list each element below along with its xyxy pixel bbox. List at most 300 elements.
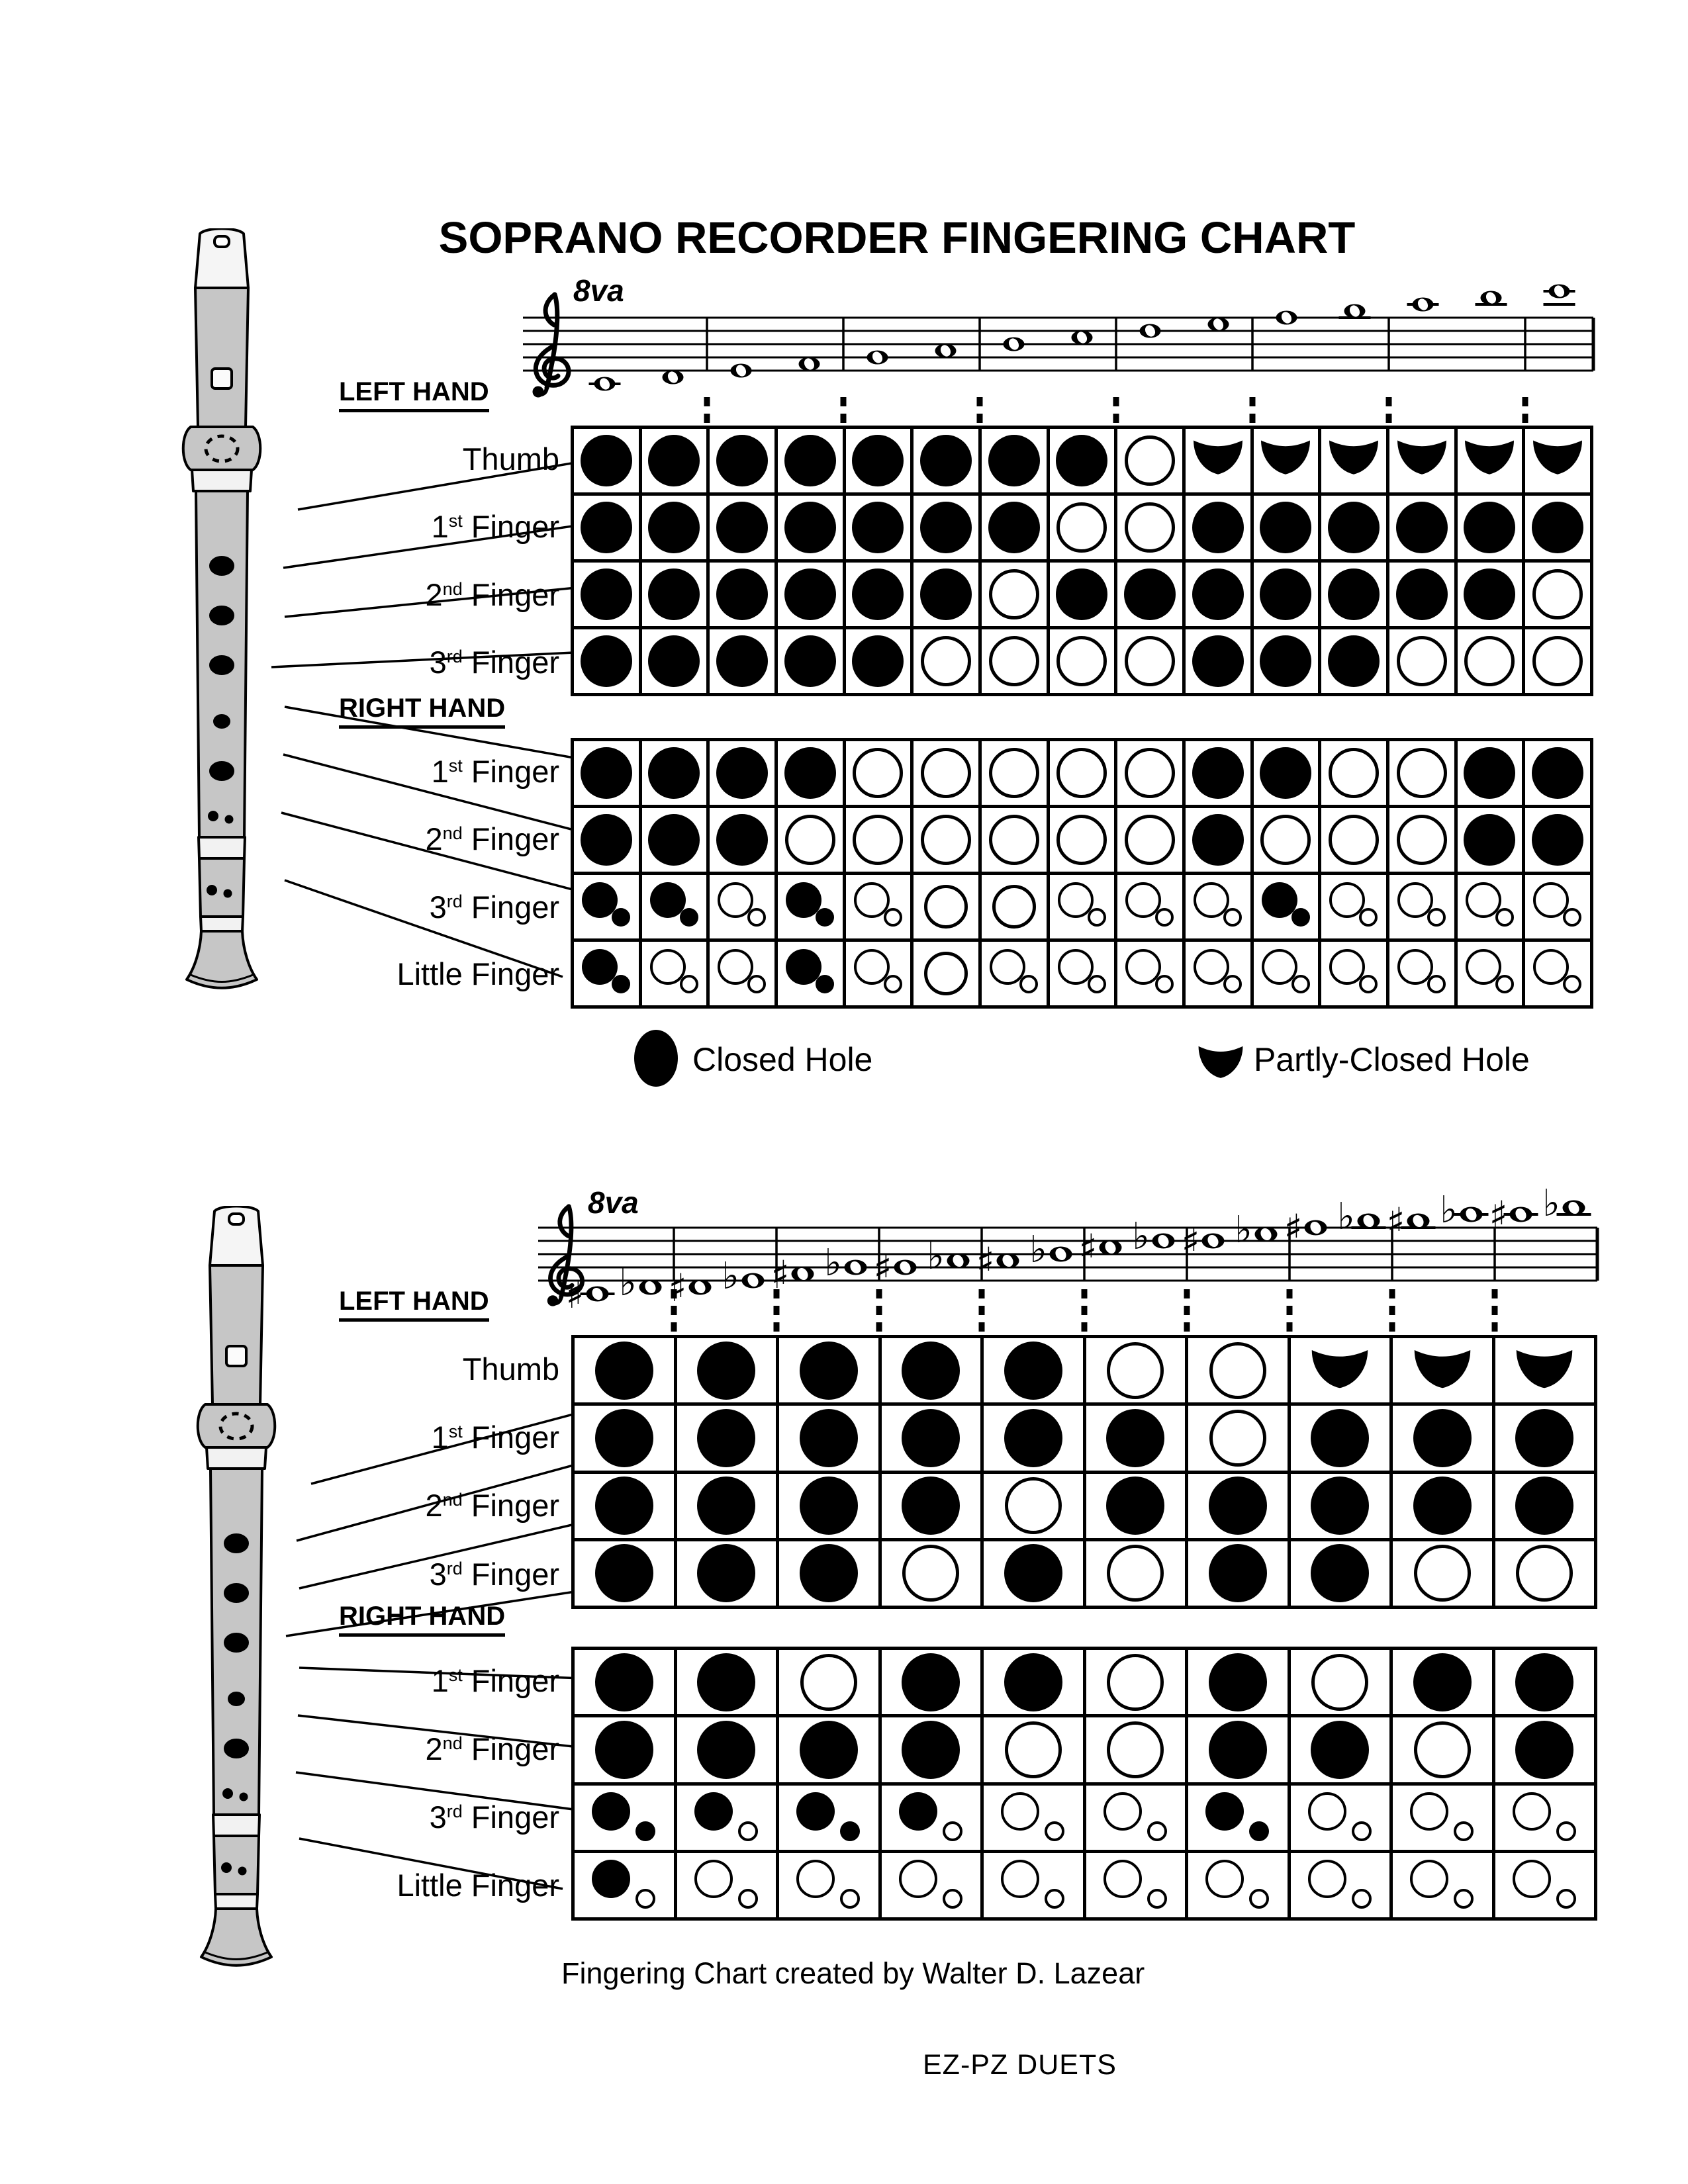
partly-closed-hole-icon <box>1411 1342 1474 1390</box>
open-hole-icon <box>1516 1545 1573 1602</box>
fingering-cell <box>982 629 1047 693</box>
fingering-cell <box>882 1650 981 1714</box>
fingering-cell <box>882 1786 981 1850</box>
fingering-cell <box>1117 741 1182 805</box>
open-hole-icon <box>1359 975 1378 993</box>
fingering-cell <box>710 563 774 626</box>
fingering-cell <box>779 1786 878 1850</box>
closed-hole-icon <box>1209 1653 1267 1711</box>
fingering-cell <box>914 563 978 626</box>
note <box>1476 291 1507 306</box>
closed-hole-icon <box>800 1409 858 1467</box>
closed-hole-icon <box>1205 1792 1244 1831</box>
fingering-cell <box>914 496 978 559</box>
fingering-cell <box>1188 1650 1288 1714</box>
partly-closed-hole-icon <box>1258 433 1313 477</box>
fingering-cell <box>984 1338 1083 1402</box>
fingering-cell <box>1458 808 1523 872</box>
fingering-cell <box>1495 1338 1595 1402</box>
fingering-cell <box>984 1650 1083 1714</box>
open-hole-icon <box>694 1860 733 1898</box>
fingering-cell <box>982 563 1047 626</box>
fingering-cell <box>575 1717 674 1782</box>
open-hole-icon <box>1147 1821 1167 1841</box>
partly-closed-hole-icon <box>1394 433 1450 477</box>
fingering-cell <box>882 1338 981 1402</box>
closed-hole-icon <box>595 1721 653 1779</box>
closed-hole-icon <box>697 1477 755 1535</box>
closed-hole-icon <box>648 814 700 866</box>
open-hole-icon <box>1397 636 1447 686</box>
note <box>1140 324 1161 339</box>
closed-hole-icon <box>852 635 904 687</box>
open-hole-icon <box>1223 908 1242 927</box>
open-hole-icon <box>1056 636 1107 686</box>
fingering-cell <box>778 942 843 1005</box>
fingering-cell <box>1495 1650 1595 1714</box>
fingering-cell <box>846 875 911 938</box>
fingering-cell <box>574 808 639 872</box>
open-hole-icon <box>1513 1860 1551 1898</box>
sharp-icon: ♯ <box>1386 1199 1405 1244</box>
open-hole-icon <box>1414 1545 1471 1602</box>
closed-hole-icon <box>581 635 632 687</box>
note <box>1440 1189 1488 1232</box>
note <box>1386 1199 1435 1244</box>
closed-hole-icon <box>1464 814 1515 866</box>
fingering-cell <box>1254 563 1319 626</box>
note <box>668 1265 711 1310</box>
closed-hole-icon <box>1056 569 1107 620</box>
closed-hole-icon <box>902 1409 960 1467</box>
fingering-cell <box>1389 563 1454 626</box>
fingering-cell <box>846 563 911 626</box>
fingering-cell <box>846 629 911 693</box>
fingering-cell <box>846 808 911 872</box>
fingering-cell <box>778 808 843 872</box>
closed-hole-icon <box>840 1821 860 1841</box>
open-hole-icon <box>1359 908 1378 927</box>
fingering-cell <box>677 1338 776 1402</box>
closed-hole-icon <box>784 747 836 799</box>
note <box>1208 317 1229 332</box>
fingering-cell <box>1495 1541 1595 1606</box>
fingering-cell <box>1188 1786 1288 1850</box>
open-hole-icon <box>1414 1721 1471 1778</box>
fingering-cell <box>1086 1717 1186 1782</box>
fingering-cell <box>677 1406 776 1470</box>
staff <box>538 1182 1597 1332</box>
note <box>1078 1226 1121 1271</box>
fingering-cell <box>779 1474 878 1538</box>
fingering-cell <box>1188 1474 1288 1538</box>
fingering-cell <box>1393 1541 1492 1606</box>
partly-closed-hole-icon <box>1530 433 1585 477</box>
finger-label: 1st Finger <box>431 509 559 544</box>
fingering-cell <box>677 1650 776 1714</box>
closed-hole-icon <box>902 1342 960 1400</box>
fingering-cell <box>1495 1717 1595 1782</box>
closed-hole-icon <box>1260 502 1311 553</box>
fingering-cell <box>846 942 911 1005</box>
finger-label: 2nd Finger <box>425 1488 559 1523</box>
fingering-cell <box>1291 1474 1390 1538</box>
open-hole-icon <box>1125 435 1175 486</box>
closed-hole-icon <box>1260 747 1311 799</box>
closed-hole-icon <box>852 502 904 553</box>
closed-hole-icon <box>1396 502 1448 553</box>
fingering-cell <box>882 1541 981 1606</box>
fingering-cell <box>575 1338 674 1402</box>
fingering-cell <box>677 1786 776 1850</box>
closed-hole-icon <box>1209 1477 1267 1535</box>
open-hole-icon <box>1107 1654 1164 1711</box>
open-hole-icon <box>989 636 1039 686</box>
closed-hole-icon <box>1192 635 1244 687</box>
fingering-cell <box>982 808 1047 872</box>
finger-label: 2nd Finger <box>425 1731 559 1766</box>
fingering-cell <box>575 1406 674 1470</box>
fingering-cell <box>1186 496 1250 559</box>
open-hole-icon <box>1397 748 1447 798</box>
closed-hole-icon <box>634 1030 678 1087</box>
fingering-cell <box>1458 875 1523 938</box>
fingering-cell <box>1254 429 1319 492</box>
open-hole-icon <box>1155 908 1174 927</box>
closed-hole-icon <box>1260 635 1311 687</box>
closed-hole-icon <box>988 435 1040 486</box>
partly-closed-hole-icon <box>1513 1342 1576 1390</box>
sharp-icon: ♯ <box>565 1272 585 1317</box>
fingering-cell <box>1086 1650 1186 1714</box>
note <box>731 363 752 379</box>
note <box>1004 337 1025 352</box>
fingering-cell <box>1086 1474 1186 1538</box>
fingering-cell <box>575 1474 674 1538</box>
finger-label: 2nd Finger <box>425 577 559 612</box>
open-hole-icon <box>1223 975 1242 993</box>
fingering-cell <box>575 1650 674 1714</box>
closed-hole-icon <box>1004 1342 1062 1400</box>
fingering-cell <box>984 1853 1083 1917</box>
legend-partly-label: Partly-Closed Hole <box>1254 1041 1530 1078</box>
closed-hole-icon <box>784 635 836 687</box>
open-hole-icon <box>1397 815 1447 865</box>
fingering-cell <box>710 496 774 559</box>
fingering-cell <box>779 1853 878 1917</box>
staff <box>523 273 1593 438</box>
open-hole-icon <box>1427 975 1446 993</box>
open-hole-icon <box>1556 1821 1576 1841</box>
closed-hole-icon <box>800 1721 858 1779</box>
fingering-cell <box>1458 942 1523 1005</box>
closed-hole-icon <box>581 502 632 553</box>
closed-hole-icon <box>1209 1721 1267 1779</box>
open-hole-icon <box>1125 815 1175 865</box>
closed-hole-icon <box>1004 1544 1062 1602</box>
fingering-cell <box>1117 875 1182 938</box>
flat-icon: ♭ <box>1440 1189 1458 1232</box>
octave-marker: 8va <box>573 273 624 308</box>
recorder-illustration <box>198 1206 275 1966</box>
fingering-cell <box>1086 1786 1186 1850</box>
flat-icon: ♭ <box>927 1235 945 1278</box>
open-hole-icon <box>853 748 903 798</box>
closed-hole-icon <box>581 747 632 799</box>
fingering-cell <box>574 429 639 492</box>
partly-closed-hole-icon <box>1196 1039 1246 1080</box>
fingering-cell <box>982 942 1047 1005</box>
fingering-cell <box>575 1853 674 1917</box>
open-hole-icon <box>1352 1821 1372 1841</box>
right-hand-header: RIGHT HAND <box>339 694 505 729</box>
closed-hole-icon <box>784 502 836 553</box>
fingering-cell <box>1291 1853 1390 1917</box>
open-hole-icon <box>1125 636 1175 686</box>
closed-hole-icon <box>1515 1477 1573 1535</box>
open-hole-icon <box>796 1860 835 1898</box>
fingering-cell <box>1086 1853 1186 1917</box>
open-hole-icon <box>853 815 903 865</box>
open-hole-icon <box>1464 636 1515 686</box>
closed-hole-icon <box>716 435 768 486</box>
fingering-cell <box>1188 1541 1288 1606</box>
closed-hole-icon <box>1004 1653 1062 1711</box>
fingering-cell <box>1495 1474 1595 1538</box>
fingering-cell <box>982 741 1047 805</box>
fingering-cell <box>1321 875 1386 938</box>
closed-hole-icon <box>697 1409 755 1467</box>
open-hole-icon <box>1103 1792 1142 1831</box>
closed-hole-icon <box>697 1653 755 1711</box>
fingering-cell <box>1117 429 1182 492</box>
fingering-cell <box>982 496 1047 559</box>
closed-hole-icon <box>648 635 700 687</box>
fingering-cell <box>1393 1853 1492 1917</box>
fingering-cell <box>1188 1717 1288 1782</box>
fingering-cell <box>1458 496 1523 559</box>
open-hole-icon <box>800 1654 857 1711</box>
open-hole-icon <box>1005 1477 1062 1534</box>
fingering-cell <box>779 1650 878 1714</box>
open-hole-icon <box>1249 1889 1269 1909</box>
closed-hole-icon <box>1311 1477 1369 1535</box>
closed-hole-icon <box>800 1342 858 1400</box>
closed-hole-icon <box>648 502 700 553</box>
sharp-icon: ♯ <box>1181 1219 1200 1264</box>
credit-text: Fingering Chart created by Walter D. Lazear <box>561 1956 1145 1990</box>
fingering-cell <box>642 942 707 1005</box>
closed-hole-icon <box>1464 569 1515 620</box>
fingering-cell <box>1050 629 1115 693</box>
closed-hole-icon <box>612 908 630 927</box>
open-hole-icon <box>921 815 971 865</box>
sharp-icon: ♯ <box>873 1246 892 1291</box>
flat-icon: ♭ <box>1542 1182 1560 1225</box>
fingering-cell <box>1458 741 1523 805</box>
closed-hole-icon <box>1413 1477 1472 1535</box>
sharp-icon: ♯ <box>771 1252 790 1297</box>
fingering-table-right-hand <box>571 738 1593 1009</box>
fingering-cell <box>914 875 978 938</box>
fingering-cell <box>574 741 639 805</box>
closed-hole-icon <box>1124 569 1176 620</box>
fingering-cell <box>982 429 1047 492</box>
fingering-cell <box>1291 1650 1390 1714</box>
closed-hole-icon <box>1515 1409 1573 1467</box>
closed-hole-icon <box>902 1721 960 1779</box>
fingering-cell <box>984 1786 1083 1850</box>
open-hole-icon <box>1532 569 1583 619</box>
fingering-cell <box>1321 629 1386 693</box>
closed-hole-icon <box>784 435 836 486</box>
closed-hole-icon <box>635 1821 655 1841</box>
closed-hole-icon <box>1464 747 1515 799</box>
open-hole-icon <box>989 815 1039 865</box>
open-hole-icon <box>1045 1821 1064 1841</box>
flat-icon: ♭ <box>1132 1215 1150 1258</box>
note <box>1029 1228 1072 1271</box>
closed-hole-icon <box>697 1544 755 1602</box>
closed-hole-icon <box>1192 814 1244 866</box>
fingering-cell <box>1393 1338 1492 1402</box>
closed-hole-icon <box>988 502 1040 553</box>
open-hole-icon <box>1088 908 1106 927</box>
closed-hole-icon <box>648 569 700 620</box>
fingering-cell <box>1458 429 1523 492</box>
closed-hole-icon <box>1515 1721 1573 1779</box>
finger-label: 1st Finger <box>431 1420 559 1455</box>
finger-label: 1st Finger <box>431 1663 559 1698</box>
closed-hole-icon <box>648 747 700 799</box>
fingering-cell <box>1458 563 1523 626</box>
open-hole-icon <box>1107 1721 1164 1778</box>
fingering-cell <box>1393 1786 1492 1850</box>
fingering-cell <box>1389 429 1454 492</box>
fingering-cell <box>1291 1717 1390 1782</box>
note <box>799 357 820 372</box>
fingering-cell <box>984 1717 1083 1782</box>
fingering-cell <box>1321 942 1386 1005</box>
finger-label: Little Finger <box>397 1868 559 1903</box>
open-hole-icon <box>1308 1792 1346 1831</box>
fingering-cell <box>574 629 639 693</box>
note <box>873 1246 916 1291</box>
closed-hole-icon <box>1413 1653 1472 1711</box>
fingering-cell <box>1117 496 1182 559</box>
closed-hole-icon <box>800 1544 858 1602</box>
legend-closed-label: Closed Hole <box>692 1041 873 1078</box>
closed-hole-icon <box>816 975 834 993</box>
fingering-cell <box>1321 808 1386 872</box>
open-hole-icon <box>921 636 971 686</box>
closed-hole-icon <box>1192 747 1244 799</box>
fingering-cell <box>779 1406 878 1470</box>
fingering-cell <box>1321 496 1386 559</box>
closed-hole-icon <box>595 1544 653 1602</box>
closed-hole-icon <box>1328 569 1380 620</box>
fingering-cell <box>574 875 639 938</box>
note <box>1339 304 1371 319</box>
sharp-icon: ♯ <box>976 1239 995 1284</box>
closed-hole-icon <box>697 1342 755 1400</box>
closed-hole-icon <box>1004 1409 1062 1467</box>
open-hole-icon <box>884 975 902 993</box>
partly-closed-hole-icon <box>1308 1342 1372 1390</box>
fingering-cell <box>1188 1406 1288 1470</box>
closed-hole-icon <box>694 1792 733 1831</box>
fingering-cell <box>1525 808 1590 872</box>
fingering-cell <box>1050 563 1115 626</box>
fingering-cell <box>846 741 911 805</box>
partly-closed-hole-icon <box>1190 433 1246 477</box>
closed-hole-icon <box>716 502 768 553</box>
fingering-cell <box>642 875 707 938</box>
sharp-icon: ♯ <box>1489 1193 1508 1238</box>
fingering-cell <box>1117 629 1182 693</box>
closed-hole-icon <box>800 1477 858 1535</box>
fingering-cell <box>779 1338 878 1402</box>
note <box>1284 1206 1327 1251</box>
fingering-cell <box>574 496 639 559</box>
fingering-cell <box>1117 942 1182 1005</box>
closed-hole-icon <box>581 569 632 620</box>
open-hole-icon <box>1563 975 1581 993</box>
note <box>663 370 684 385</box>
closed-hole-icon <box>1291 908 1310 927</box>
open-hole-icon <box>1260 815 1311 865</box>
fingering-cell <box>1186 563 1250 626</box>
open-hole-icon <box>1563 908 1581 927</box>
fingering-cell <box>1186 741 1250 805</box>
fingering-cell <box>1254 741 1319 805</box>
closed-hole-icon <box>1209 1544 1267 1602</box>
fingering-cell <box>1117 808 1182 872</box>
closed-hole-icon <box>920 502 972 553</box>
note <box>1544 284 1575 304</box>
fingering-cell <box>1254 629 1319 693</box>
page-title: SOPRANO RECORDER FINGERING CHART <box>438 212 1356 263</box>
closed-hole-icon <box>1464 502 1515 553</box>
fingering-cell <box>882 1474 981 1538</box>
open-hole-icon <box>1311 1654 1368 1711</box>
closed-hole-icon <box>1311 1721 1369 1779</box>
fingering-cell <box>914 741 978 805</box>
finger-label: 3rd Finger <box>429 889 559 925</box>
fingering-cell <box>984 1406 1083 1470</box>
fingering-table-right-hand <box>571 1647 1597 1921</box>
sharp-icon: ♯ <box>1284 1206 1303 1251</box>
closed-hole-icon <box>648 435 700 486</box>
closed-hole-icon <box>1311 1409 1369 1467</box>
note <box>1276 310 1297 326</box>
open-hole-icon <box>884 908 902 927</box>
note <box>1235 1208 1277 1251</box>
note <box>824 1242 867 1285</box>
closed-hole-icon <box>920 569 972 620</box>
open-hole-icon <box>1291 975 1310 993</box>
closed-hole-icon <box>592 1860 630 1898</box>
fingering-cell <box>1050 741 1115 805</box>
fingering-cell <box>1254 808 1319 872</box>
open-hole-icon <box>1088 975 1106 993</box>
closed-hole-icon <box>852 569 904 620</box>
open-hole-icon <box>924 885 968 929</box>
fingering-cell <box>642 741 707 805</box>
fingering-cell <box>710 429 774 492</box>
fingering-cell <box>1050 496 1115 559</box>
open-hole-icon <box>635 1889 655 1909</box>
